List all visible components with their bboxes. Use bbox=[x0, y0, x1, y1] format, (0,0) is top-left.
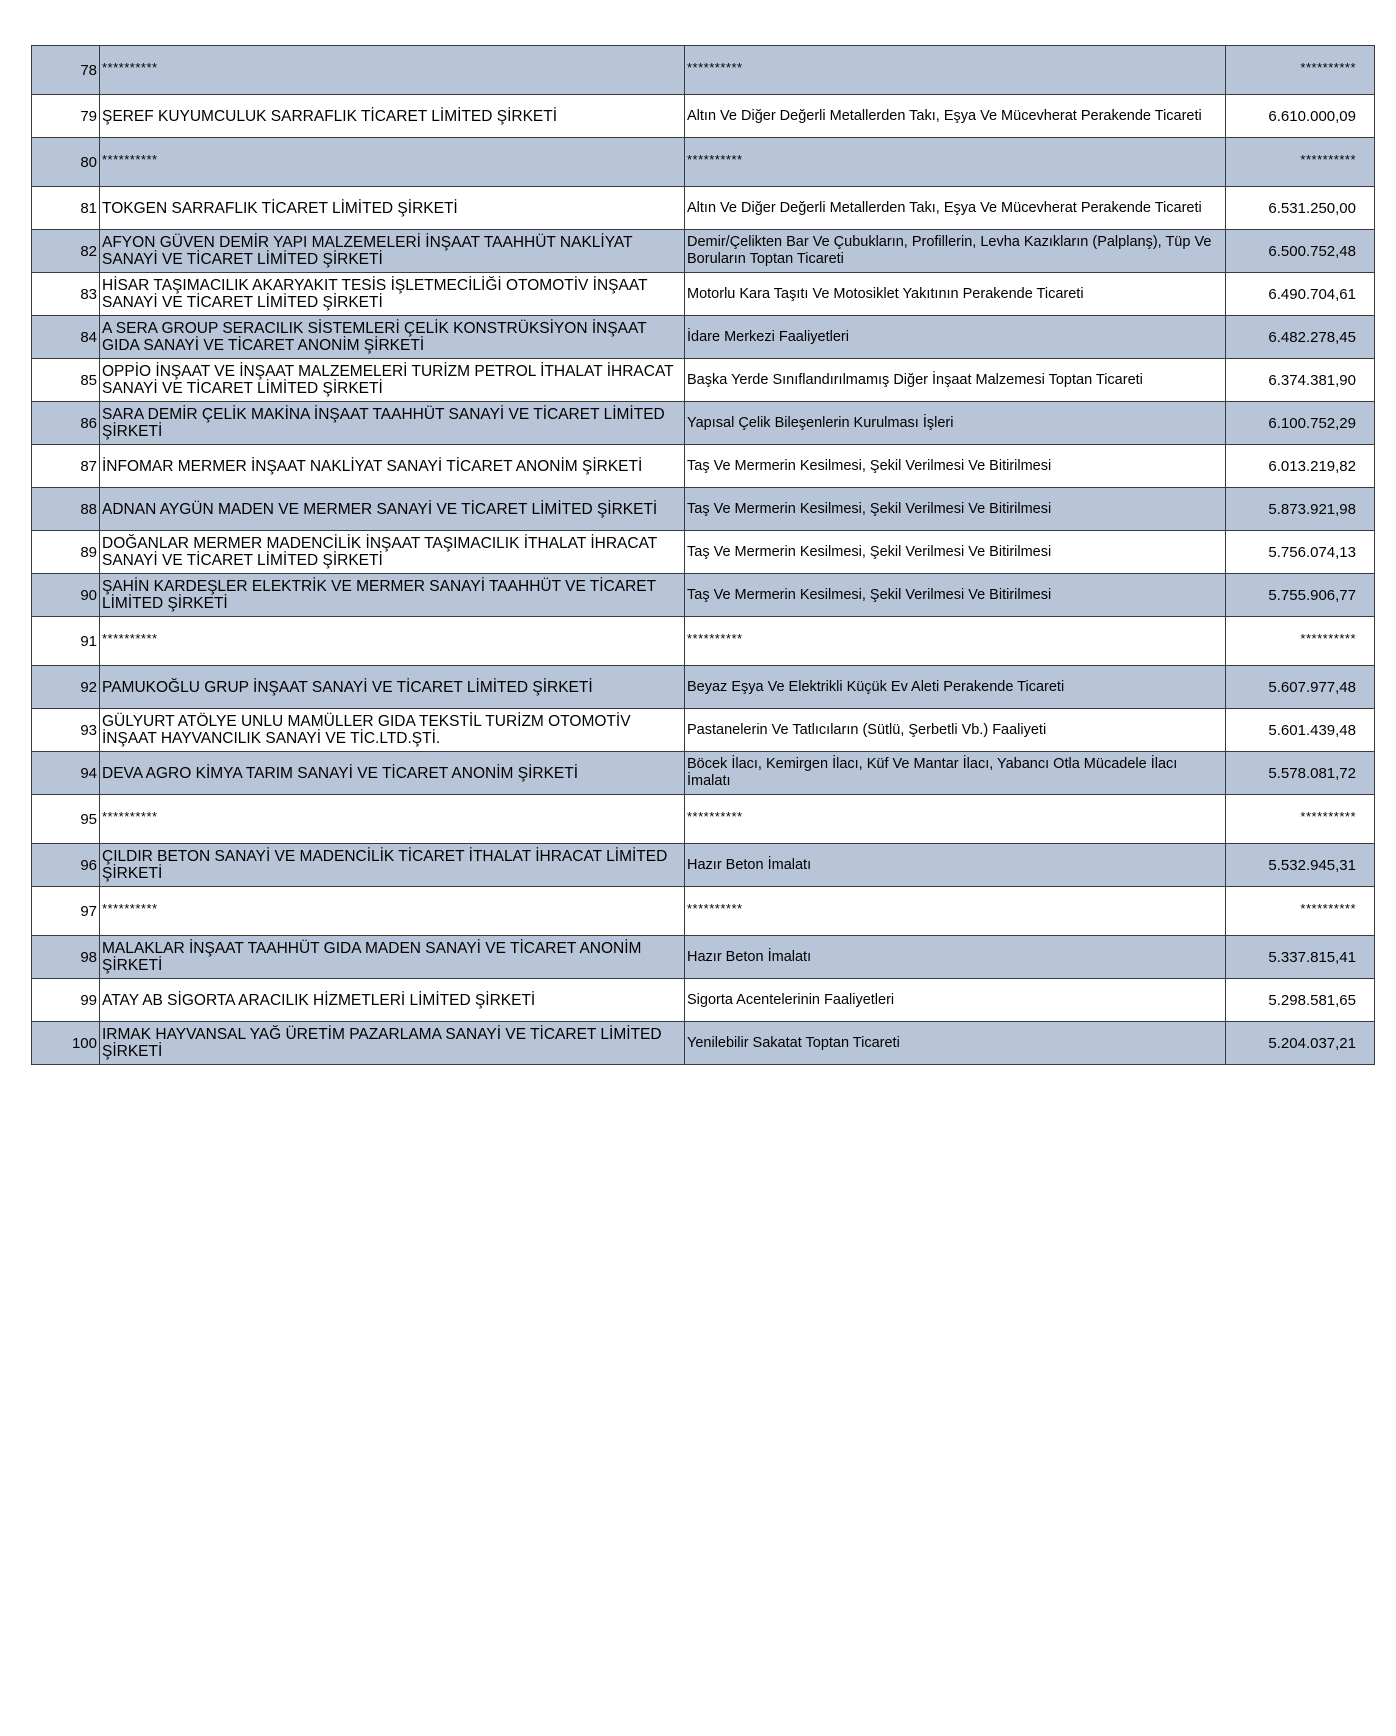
table-row bbox=[32, 666, 1375, 709]
amount-value: 6.490.704,61 bbox=[1226, 273, 1375, 316]
row-number: 93 bbox=[32, 709, 100, 752]
activity-description: Motorlu Kara Taşıtı Ve Motosiklet Yakıtının Perakende Ticareti bbox=[685, 273, 1226, 316]
table-row bbox=[32, 488, 1375, 531]
company-name: A SERA GROUP SERACILIK SİSTEMLERİ ÇELİK KONSTRÜKSİYON İNŞAAT GIDA SANAYİ VE TİCARET ANONİM ŞİRKETİ bbox=[100, 316, 685, 359]
company-name: GÜLYURT ATÖLYE UNLU MAMÜLLER GIDA TEKSTİL TURİZM OTOMOTİV İNŞAAT HAYVANCILIK SANAYİ VE TİC.LTD.ŞTİ. bbox=[100, 709, 685, 752]
row-number: 98 bbox=[32, 936, 100, 979]
company-name: SARA DEMİR ÇELİK MAKİNA İNŞAAT TAAHHÜT SANAYİ VE TİCARET LİMİTED ŞİRKETİ bbox=[100, 402, 685, 445]
company-name: PAMUKOĞLU GRUP İNŞAAT SANAYİ VE TİCARET LİMİTED ŞİRKETİ bbox=[100, 666, 685, 709]
table-row bbox=[32, 979, 1375, 1022]
activity-description: Hazır Beton İmalatı bbox=[685, 844, 1226, 887]
activity-description: ********** bbox=[685, 46, 1226, 95]
table-row bbox=[32, 1022, 1375, 1065]
company-name: HİSAR TAŞIMACILIK AKARYAKIT TESİS İŞLETMECİLİĞİ OTOMOTİV İNŞAAT SANAYİ VE TİCARET LİMİTED ŞİRKETİ bbox=[100, 273, 685, 316]
amount-value: 5.873.921,98 bbox=[1226, 488, 1375, 531]
table-row bbox=[32, 46, 1375, 95]
amount-value: 6.531.250,00 bbox=[1226, 187, 1375, 230]
company-name: IRMAK HAYVANSAL YAĞ ÜRETİM PAZARLAMA SANAYİ VE TİCARET LİMİTED ŞİRKETİ bbox=[100, 1022, 685, 1065]
row-number: 81 bbox=[32, 187, 100, 230]
company-name: TOKGEN SARRAFLIK TİCARET LİMİTED ŞİRKETİ bbox=[100, 187, 685, 230]
company-name: OPPİO İNŞAAT VE İNŞAAT MALZEMELERİ TURİZM PETROL İTHALAT İHRACAT SANAYİ VE TİCARET LİMİTED ŞİRKETİ bbox=[100, 359, 685, 402]
activity-description: İdare Merkezi Faaliyetleri bbox=[685, 316, 1226, 359]
table-row bbox=[32, 445, 1375, 488]
amount-value: 5.337.815,41 bbox=[1226, 936, 1375, 979]
activity-description: Altın Ve Diğer Değerli Metallerden Takı, Eşya Ve Mücevherat Perakende Ticareti bbox=[685, 95, 1226, 138]
company-name: ********** bbox=[100, 46, 685, 95]
table-row bbox=[32, 531, 1375, 574]
company-name: ADNAN AYGÜN MADEN VE MERMER SANAYİ VE TİCARET LİMİTED ŞİRKETİ bbox=[100, 488, 685, 531]
row-number: 79 bbox=[32, 95, 100, 138]
amount-value: 6.500.752,48 bbox=[1226, 230, 1375, 273]
row-number: 78 bbox=[32, 46, 100, 95]
row-number: 90 bbox=[32, 574, 100, 617]
amount-value: 5.204.037,21 bbox=[1226, 1022, 1375, 1065]
amount-value: ********** bbox=[1226, 46, 1375, 95]
table-row bbox=[32, 273, 1375, 316]
row-number: 82 bbox=[32, 230, 100, 273]
table-row bbox=[32, 617, 1375, 666]
amount-value: 5.756.074,13 bbox=[1226, 531, 1375, 574]
row-number: 95 bbox=[32, 795, 100, 844]
amount-value: 5.532.945,31 bbox=[1226, 844, 1375, 887]
activity-description: ********** bbox=[685, 138, 1226, 187]
company-name: ŞEREF KUYUMCULUK SARRAFLIK TİCARET LİMİTED ŞİRKETİ bbox=[100, 95, 685, 138]
row-number: 99 bbox=[32, 979, 100, 1022]
activity-description: Taş Ve Mermerin Kesilmesi, Şekil Verilmesi Ve Bitirilmesi bbox=[685, 488, 1226, 531]
table-row bbox=[32, 936, 1375, 979]
company-table bbox=[31, 45, 1375, 1065]
company-name: DEVA AGRO KİMYA TARIM SANAYİ VE TİCARET ANONİM ŞİRKETİ bbox=[100, 752, 685, 795]
activity-description: Taş Ve Mermerin Kesilmesi, Şekil Verilmesi Ve Bitirilmesi bbox=[685, 574, 1226, 617]
table-row bbox=[32, 187, 1375, 230]
row-number: 97 bbox=[32, 887, 100, 936]
row-number: 96 bbox=[32, 844, 100, 887]
activity-description: ********** bbox=[685, 795, 1226, 844]
amount-value: 6.013.219,82 bbox=[1226, 445, 1375, 488]
amount-value: ********** bbox=[1226, 887, 1375, 936]
amount-value: ********** bbox=[1226, 138, 1375, 187]
amount-value: 6.374.381,90 bbox=[1226, 359, 1375, 402]
row-number: 84 bbox=[32, 316, 100, 359]
row-number: 100 bbox=[32, 1022, 100, 1065]
table-row bbox=[32, 230, 1375, 273]
company-name: AFYON GÜVEN DEMİR YAPI MALZEMELERİ İNŞAAT TAAHHÜT NAKLİYAT SANAYİ VE TİCARET LİMİTED ŞİRKETİ bbox=[100, 230, 685, 273]
row-number: 85 bbox=[32, 359, 100, 402]
table-row bbox=[32, 359, 1375, 402]
row-number: 88 bbox=[32, 488, 100, 531]
amount-value: ********** bbox=[1226, 617, 1375, 666]
company-name: ********** bbox=[100, 138, 685, 187]
table-row bbox=[32, 844, 1375, 887]
activity-description: Taş Ve Mermerin Kesilmesi, Şekil Verilmesi Ve Bitirilmesi bbox=[685, 445, 1226, 488]
table-row bbox=[32, 887, 1375, 936]
amount-value: 5.578.081,72 bbox=[1226, 752, 1375, 795]
activity-description: Altın Ve Diğer Değerli Metallerden Takı, Eşya Ve Mücevherat Perakende Ticareti bbox=[685, 187, 1226, 230]
row-number: 89 bbox=[32, 531, 100, 574]
table-row bbox=[32, 138, 1375, 187]
table-row bbox=[32, 402, 1375, 445]
row-number: 86 bbox=[32, 402, 100, 445]
company-name: ********** bbox=[100, 887, 685, 936]
activity-description: Demir/Çelikten Bar Ve Çubukların, Profillerin, Levha Kazıkların (Palplanş), Tüp Ve Boruların Toptan Ticareti bbox=[685, 230, 1226, 273]
table-row bbox=[32, 795, 1375, 844]
activity-description: ********** bbox=[685, 887, 1226, 936]
activity-description: ********** bbox=[685, 617, 1226, 666]
company-name: DOĞANLAR MERMER MADENCİLİK İNŞAAT TAŞIMACILIK İTHALAT İHRACAT SANAYİ VE TİCARET LİMİTED ŞİRKETİ bbox=[100, 531, 685, 574]
company-name: ÇILDIR BETON SANAYİ VE MADENCİLİK TİCARET İTHALAT İHRACAT LİMİTED ŞİRKETİ bbox=[100, 844, 685, 887]
activity-description: Başka Yerde Sınıflandırılmamış Diğer İnşaat Malzemesi Toptan Ticareti bbox=[685, 359, 1226, 402]
row-number: 92 bbox=[32, 666, 100, 709]
table-row bbox=[32, 95, 1375, 138]
row-number: 83 bbox=[32, 273, 100, 316]
amount-value: 6.100.752,29 bbox=[1226, 402, 1375, 445]
activity-description: Sigorta Acentelerinin Faaliyetleri bbox=[685, 979, 1226, 1022]
activity-description: Hazır Beton İmalatı bbox=[685, 936, 1226, 979]
activity-description: Böcek İlacı, Kemirgen İlacı, Küf Ve Mantar İlacı, Yabancı Otla Mücadele İlacı İmalatı bbox=[685, 752, 1226, 795]
amount-value: 6.482.278,45 bbox=[1226, 316, 1375, 359]
company-name: İNFOMAR MERMER İNŞAAT NAKLİYAT SANAYİ TİCARET ANONİM ŞİRKETİ bbox=[100, 445, 685, 488]
company-name: ********** bbox=[100, 617, 685, 666]
row-number: 91 bbox=[32, 617, 100, 666]
table-row bbox=[32, 574, 1375, 617]
table-row bbox=[32, 316, 1375, 359]
activity-description: Taş Ve Mermerin Kesilmesi, Şekil Verilmesi Ve Bitirilmesi bbox=[685, 531, 1226, 574]
row-number: 87 bbox=[32, 445, 100, 488]
amount-value: 5.298.581,65 bbox=[1226, 979, 1375, 1022]
amount-value: 5.601.439,48 bbox=[1226, 709, 1375, 752]
activity-description: Pastanelerin Ve Tatlıcıların (Sütlü, Şerbetli Vb.) Faaliyeti bbox=[685, 709, 1226, 752]
amount-value: ********** bbox=[1226, 795, 1375, 844]
company-name: MALAKLAR İNŞAAT TAAHHÜT GIDA MADEN SANAYİ VE TİCARET ANONİM ŞİRKETİ bbox=[100, 936, 685, 979]
row-number: 94 bbox=[32, 752, 100, 795]
activity-description: Yapısal Çelik Bileşenlerin Kurulması İşleri bbox=[685, 402, 1226, 445]
amount-value: 5.607.977,48 bbox=[1226, 666, 1375, 709]
amount-value: 5.755.906,77 bbox=[1226, 574, 1375, 617]
company-name: ATAY AB SİGORTA ARACILIK HİZMETLERİ LİMİTED ŞİRKETİ bbox=[100, 979, 685, 1022]
row-number: 80 bbox=[32, 138, 100, 187]
table-body bbox=[32, 46, 1375, 1065]
company-name: ********** bbox=[100, 795, 685, 844]
activity-description: Beyaz Eşya Ve Elektrikli Küçük Ev Aleti Perakende Ticareti bbox=[685, 666, 1226, 709]
table-row bbox=[32, 752, 1375, 795]
company-name: ŞAHİN KARDEŞLER ELEKTRİK VE MERMER SANAYİ TAAHHÜT VE TİCARET LİMİTED ŞİRKETİ bbox=[100, 574, 685, 617]
activity-description: Yenilebilir Sakatat Toptan Ticareti bbox=[685, 1022, 1226, 1065]
amount-value: 6.610.000,09 bbox=[1226, 95, 1375, 138]
table-row bbox=[32, 709, 1375, 752]
